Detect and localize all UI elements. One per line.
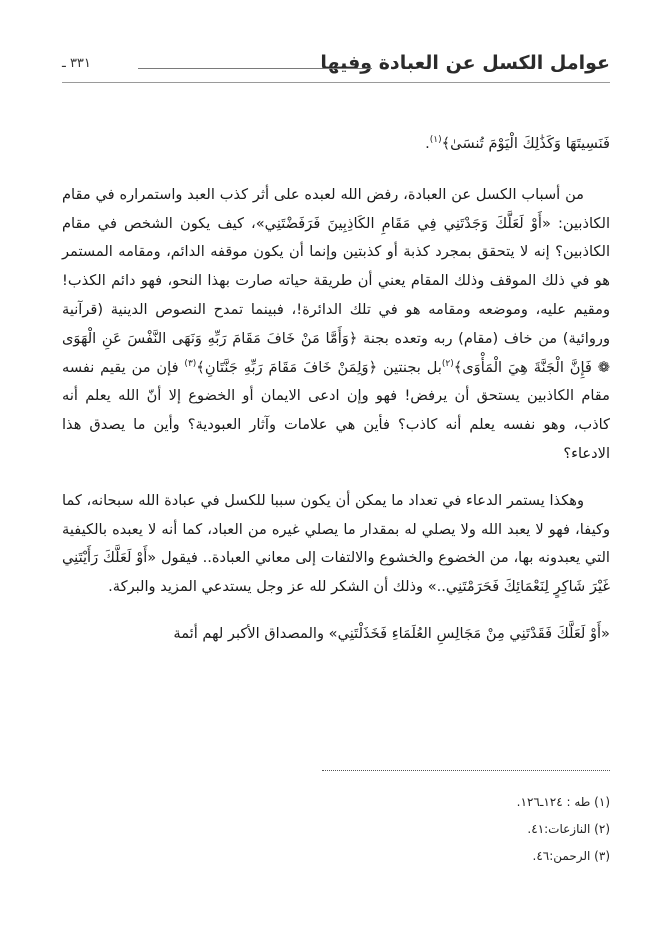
running-title: عوامل الكسل عن العبادة وفيها [320,52,610,74]
page-header [62,52,610,84]
footnotes [62,789,610,870]
main-text [62,130,610,649]
paragraph-4: «أَوْ لَعَلَّكَ فَقَدْتَنِي مِنْ مَجَالِسِ العُلَمَاءِ فَخَذَلْتَنِي» والمصداق الأكبر لهم أئمة [173,624,610,642]
footnote-ref-3: (٣) [184,358,197,369]
footnote-separator [322,770,610,771]
verse-end-period: . [425,135,430,152]
header-underline [62,82,610,83]
footnote-3: (٣) الرحمن:٤٦. [532,849,610,863]
page-number-value: ٣٣١ [69,56,91,71]
footnote-1: (١) طه : ١٢٤ـ١٢٦. [516,795,610,809]
paragraph-2-part-a: من أسباب الكسل عن العبادة، رفض الله لعبده على أثر كذب العبد واستمراره في مقام الكاذبين: «أَوْ لَعَلَّكَ وَجَدْتَنِي فِي مَقَامِ الكَاذِبِينَ فَرَفَضْتَنِي»، كيف يكون الشخص في مقام الكاذبين؟ إنه لا يتحقق بمجرد كذبة أو كذبتين وإنما أن يكون موقفه الدائم، ومقامه المستمر هو في ذلك الموقف وذلك المقام يعني أن طريقة حياته صارت بهذا النحو، فهو دائم الكذب! ومقيم عليه، وموضعه ومقامه هو في تلك الدائرة!، فبينما تمدح النصوص الدينية (قرآنية وروائية) من خاف (مقام) ربه وتعده بجنة ﴿وَأَمَّا مَنْ خَافَ مَقَامَ رَبِّهِ وَنَهَى النَّفْسَ عَنِ الْهَوَى ❁ فَإِنَّ الْجَنَّةَ هِيَ الْمَأْوَى﴾ [62,185,610,376]
footnote-ref-2: (٢) [441,358,454,369]
paragraph-2-part-b: بل بجنتين ﴿وَلِمَنْ خَافَ مَقَامَ رَبِّهِ جَنَّتَانِ﴾ [196,358,442,376]
quran-verse-1: فَنَسِيتَهَا وَكَذَٰلِكَ الْيَوْمَ تُنسَىٰ﴾ [441,135,610,152]
footnote-2: (٢) النازعات:٤١. [527,822,610,836]
header-rule [138,68,372,69]
paragraph-3: وهكذا يستمر الدعاء في تعداد ما يمكن أن يكون سببا للكسل في عبادة الله سبحانه، كما وكيفا، فهو لا يعبد الله ولا يصلي له بمقدار ما يصلي غيره من العباد، كما أنه لا يعبده بالكيفية التي يعبدونه بها، من الخضوع والخشوع والالتفات إلى معاني العبادة.. فيقول «أَوْ لَعَلَّكَ رَأَيْتَنِي غَيْرَ شَاكِرٍ لِنَعْمَائِكَ فَحَرَمْتَنِي..» وذلك أن الشكر لله عز وجل يستدعي المزيد والبركة. [62,491,610,596]
page-number [62,56,91,71]
footnote-ref-1: (١) [429,135,442,146]
paragraph-quran-verse [62,130,610,159]
paragraph-2-part-c: فإن من يقيم نفسه مقام الكاذبين يستحق أن يرفض! فهو وإن ادعى الايمان أو الخضوع إلا أنّ الله يعلم أنه كاذب، وهو نفسه يعلم أنه كاذب؟ فأين هي علامات وآثار العبودية؟ وأين ما يصدق هذا الادعاء؟ [62,358,610,462]
page-number-dash: ـ [62,56,66,71]
paragraph-2 [62,181,610,469]
